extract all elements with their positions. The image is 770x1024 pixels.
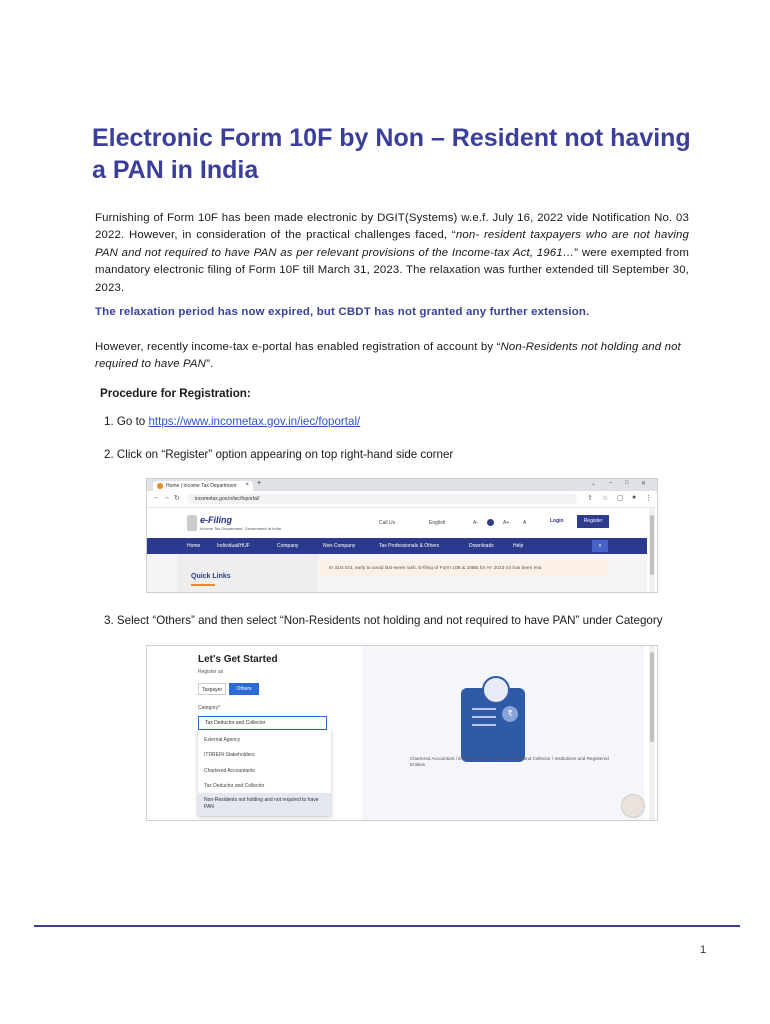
document-title: Electronic Form 10F by Non – Resident not having a PAN in India	[92, 124, 691, 184]
new-tab-icon[interactable]: +	[257, 480, 262, 487]
efiling-logo[interactable]: e-Filing	[200, 515, 232, 525]
tab-search-icon[interactable]: ⌄	[591, 481, 597, 487]
menu-icon[interactable]: ⋮	[645, 495, 652, 502]
rupee-icon: ₹	[502, 706, 518, 722]
font-decrease[interactable]: A-	[473, 520, 478, 526]
register-as-label: Register as	[198, 669, 224, 675]
nav-company[interactable]: Company	[277, 543, 299, 549]
eportal-text-a: However, recently income-tax e-portal has enabled registration of account by “	[95, 341, 501, 353]
nav-home[interactable]: Home	[187, 543, 201, 549]
non-resident-option-label: Non-Residents not holding and not required to have PAN	[204, 797, 319, 810]
category-dropdown	[198, 730, 331, 816]
category-select[interactable]: Tax Deductor and Collector	[198, 716, 327, 730]
illustration-panel	[362, 646, 644, 820]
category-option[interactable]: Chartered Accountants	[204, 768, 255, 774]
nav-individual[interactable]: Individual/HUF	[217, 543, 250, 549]
tab-close-icon[interactable]: ×	[245, 482, 249, 488]
person-icon	[482, 676, 510, 704]
category-option[interactable]: Tax Deductor and Collector	[204, 783, 265, 789]
efiling-logo-subtitle: Income Tax Department, Government of India	[200, 526, 281, 531]
contrast-icon[interactable]	[487, 519, 494, 526]
others-toggle[interactable]: Others	[229, 683, 259, 695]
language-select[interactable]: English	[429, 520, 446, 526]
taxpayer-toggle[interactable]: Taxpayer	[198, 683, 226, 695]
scrollbar-thumb[interactable]	[650, 515, 654, 575]
extensions-icon[interactable]: ▢	[617, 495, 624, 502]
foportal-link[interactable]: https://www.incometax.gov.in/iec/foportal/	[148, 415, 361, 428]
nav-help[interactable]: Help	[513, 543, 524, 549]
quick-links-title[interactable]: Quick Links	[191, 573, 231, 580]
bookmark-icon[interactable]: ☆	[602, 495, 609, 502]
eportal-paragraph	[95, 339, 689, 374]
card-line	[472, 708, 496, 710]
category-option-selected[interactable]	[198, 793, 331, 816]
font-normal[interactable]: A	[523, 520, 527, 526]
category-option[interactable]: ITDREIN Stakeholders	[204, 752, 255, 758]
step-3: 3. Select “Others” and then select “Non-Residents not holding and not required to have PAN” under Category	[104, 614, 663, 627]
portal-screenshot	[146, 478, 658, 593]
registration-screenshot	[146, 645, 658, 821]
intro-text-b: ” were exempted from mandatory electronic filing of Form 10F till March 31, 2023. The relaxation was further extended till September 30, 2023.	[95, 246, 689, 294]
register-button[interactable]: Register	[577, 515, 609, 528]
quick-links-underline	[191, 584, 215, 586]
url-field[interactable]: incometax.gov.in/iec/foportal/	[187, 494, 577, 504]
intro-text-a: Furnishing of Form 10F has been made electronic by DGIT(Systems) w.e.f. July 16, 2022 vide Notification No. 03 2022. However, in consideration of the practical challenges faced, “	[95, 212, 689, 242]
illustration-caption: Chartered Accountant / External Agency / Tax Deductor and Collector / Institutions and Registered Entities	[410, 756, 609, 767]
site-nav	[147, 538, 647, 554]
site-header	[147, 508, 647, 538]
page-number: 1	[700, 944, 707, 956]
profile-icon[interactable]: ●	[632, 494, 637, 501]
favicon-icon	[157, 483, 163, 489]
lets-get-started-title: Let's Get Started	[198, 654, 278, 665]
reload-icon[interactable]: ↻	[174, 495, 180, 502]
card-line	[472, 724, 496, 726]
footer-divider	[34, 925, 740, 927]
font-increase[interactable]: A+	[503, 520, 510, 526]
login-button[interactable]: Login	[550, 518, 564, 524]
card-line	[472, 716, 496, 718]
intro-text-italic: non- resident taxpayers who are not having PAN and not required to have PAN as per relevant provisions of the Income-tax Act, 1961…	[95, 229, 689, 259]
emblem-icon	[187, 515, 197, 531]
relaxation-expired-note: The relaxation period has now expired, but CBDT has not granted any further extension.	[95, 306, 590, 318]
procedure-title: Procedure for Registration:	[100, 387, 251, 400]
chat-avatar[interactable]	[621, 794, 645, 818]
eportal-text-b: ”.	[206, 358, 214, 371]
nav-downloads[interactable]: Downloads	[469, 543, 494, 549]
forward-icon[interactable]: →	[163, 494, 170, 501]
share-icon[interactable]: ⇪	[587, 495, 593, 502]
maximize-icon[interactable]: □	[625, 480, 629, 486]
browser-tab[interactable]	[153, 481, 253, 491]
category-label: Category*	[198, 705, 221, 711]
scrollbar-thumb[interactable]	[650, 652, 654, 742]
minimize-icon[interactable]: –	[609, 480, 613, 486]
notice-banner: In 31st Oct, early to avoid last-week rush, E-filing of Form 10B & 10BB for AY 2023-24 has been ena	[319, 561, 609, 577]
eportal-text-italic: Non-Residents not holding and not required to have PAN	[95, 341, 681, 371]
nav-non-company[interactable]: Non-Company	[323, 543, 356, 549]
intro-paragraph	[95, 210, 689, 297]
step-1-text: 1. Go to	[104, 415, 149, 428]
category-option[interactable]: External Agency	[204, 737, 241, 743]
window-close-icon[interactable]: ✕	[641, 481, 647, 487]
tab-title: Home | Income Tax Department	[166, 483, 237, 489]
browser-tab-bar	[147, 479, 657, 491]
back-icon[interactable]: ←	[153, 494, 160, 501]
search-icon[interactable]: ⌕	[592, 540, 608, 552]
address-bar	[147, 491, 657, 508]
step-1	[104, 413, 360, 430]
step-2: 2. Click on “Register” option appearing on top right-hand side corner	[104, 448, 454, 461]
nav-tax-professionals[interactable]: Tax Professionals & Others	[379, 543, 440, 549]
call-us-link[interactable]: Call Us	[379, 520, 396, 526]
